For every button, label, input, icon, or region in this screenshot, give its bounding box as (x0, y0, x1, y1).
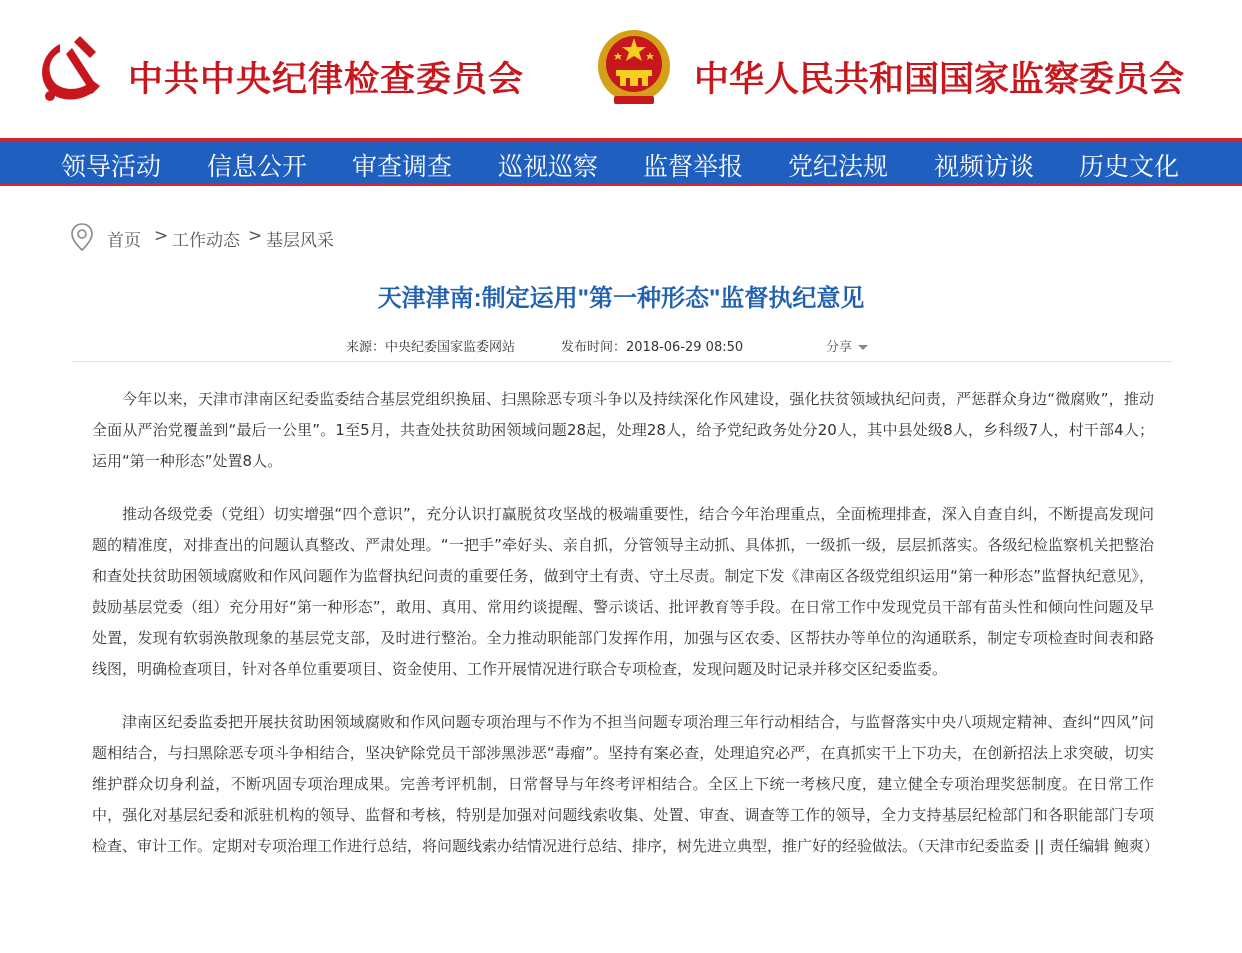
location-pin-icon (70, 222, 94, 252)
party-emblem-icon[interactable] (36, 30, 110, 104)
article-title: 天津津南:制定运用"第一种形态"监督执纪意见 (377, 285, 865, 312)
national-emblem-icon[interactable] (596, 28, 672, 108)
nav-item-report[interactable]: 监督举报 (643, 152, 744, 181)
article-body (92, 384, 1159, 862)
nav-item-regulations[interactable]: 党纪法规 (788, 152, 889, 181)
nsc-title[interactable]: 中华人民共和国国家监察委员会 (694, 59, 1185, 100)
share-button[interactable] (826, 336, 868, 355)
nav-item-leadership[interactable]: 领导活动 (61, 152, 162, 181)
breadcrumb-separator: > (154, 226, 169, 246)
divider (72, 361, 1172, 362)
article-source: 来源：中央纪委国家监委网站 (346, 340, 516, 355)
nav-item-inspection[interactable]: 巡视巡察 (498, 152, 599, 181)
article-paragraph: 推动各级党委（党组）切实增强“四个意识”，充分认识打赢脱贫攻坚战的极端重要性，结合今年治理重点，全面梳理排查，深入自查自纠，不断提高发现问题的精准度，对排查出的问题认真整改、严肃处理。“一把手”牵好头、亲自抓，分管领导主动抓、具体抓，一级抓一级，层层抓落实。各级纪检监察机关把整治和查处扶贫助困领域腐败和作风问题作为监督执纪问责的重要任务，做到守土有责、守土尽责。制定下发《津南区各级党组织运用“第一种形态”监督执纪意见》，鼓励基层党委（组）充分用好“第一种形态”，敢用、真用、常用约谈提醒、警示谈话、批评教育等手段。在日常工作中发现党员干部有苗头性和倾向性问题及早处置，发现有软弱涣散现象的基层党支部，及时进行整治。全力推动职能部门发挥作用，加强与区农委、区帮扶办等单位的沟通联系，制定专项检查时间表和路线图，明确检查项目，针对各单位重要项目、资金使用、工作开展情况进行联合专项检查，发现问题及时记录并移交区纪委监委。 (92, 505, 1154, 678)
article-paragraph: 今年以来，天津市津南区纪委监委结合基层党组织换届、扫黑除恶专项斗争以及持续深化作风建设，强化扶贫领域执纪问责，严惩群众身边“微腐败”，推动全面从严治党覆盖到“最后一公里”。1至5月，共查处扶贫助困领域问题28起，处理28人，给予党纪政务处分20人，其中县处级8人，乡科级7人，村干部4人；运用“第一种形态”处置8人。 (92, 390, 1154, 470)
site-header (0, 0, 1242, 138)
breadcrumb-current[interactable]: 基层风采 (266, 231, 334, 251)
main-nav (0, 138, 1242, 186)
nav-item-investigation[interactable]: 审查调查 (352, 152, 453, 181)
chevron-down-icon (858, 345, 868, 350)
breadcrumb-section[interactable]: 工作动态 (172, 231, 240, 251)
nav-item-history[interactable]: 历史文化 (1079, 152, 1180, 181)
article-paragraph: 津南区纪委监委把开展扶贫助困领域腐败和作风问题专项治理与不作为不担当问题专项治理三年行动相结合，与监督落实中央八项规定精神、查纠“四风”问题相结合，与扫黑除恶专项斗争相结合，坚决铲除党员干部涉黑涉恶“毒瘤”。坚持有案必查，处理追究必严，在真抓实干上下功夫，在创新招法上求突破，切实维护群众切身利益，不断巩固专项治理成果。完善考评机制，日常督导与年终考评相结合。全区上下统一考核尺度，建立健全专项治理奖惩制度。在日常工作中，强化对基层纪委和派驻机构的领导、监督和考核，特别是加强对问题线索收集、处置、审查、调查等工作的领导，全力支持基层纪检部门和各职能部门专项检查、审计工作。定期对专项治理工作进行总结，将问题线索办结情况进行总结、排序，树先进立典型，推广好的经验做法。（天津市纪委监委 || 责任编辑 鲍爽） (92, 713, 1159, 855)
article-publish-time: 发布时间：2018-06-29 08:50 (561, 340, 744, 355)
nav-item-video[interactable]: 视频访谈 (934, 152, 1035, 181)
share-label: 分享 (826, 340, 853, 355)
breadcrumb-home[interactable]: 首页 (107, 231, 141, 251)
breadcrumb-separator: > (248, 226, 263, 246)
ccdi-title[interactable]: 中共中央纪律检查委员会 (128, 59, 525, 100)
nav-item-info-disclosure[interactable]: 信息公开 (207, 152, 308, 181)
